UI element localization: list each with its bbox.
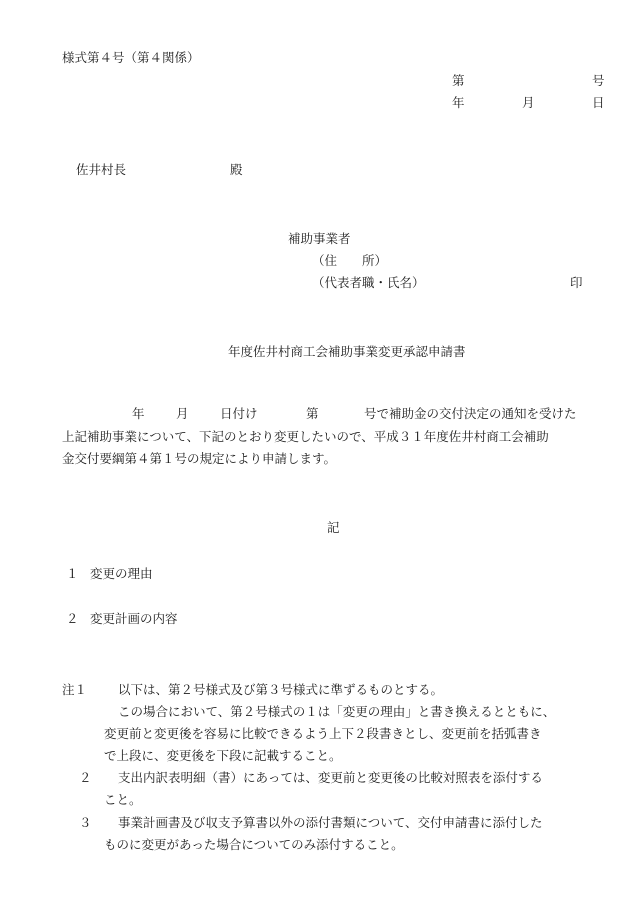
seal-mark: 印 [570, 275, 583, 290]
note3-line: 事業計画書及び収支予算書以外の添付書類について、交付申請書に添付した [118, 815, 543, 830]
body-year: 年 [132, 406, 145, 421]
body-month: 月 [176, 406, 189, 421]
body-line2: 上記補助事業について、下記のとおり変更したいので、平成３１年度佐井村商工会補助 [62, 429, 549, 444]
doc-number-suffix: 号 [592, 73, 605, 88]
item-number: ２ [66, 611, 79, 626]
body-line3: 金交付要綱第４第１号の規定により申請します。 [62, 451, 337, 466]
doc-number-prefix: 第 [452, 73, 465, 88]
item-number: １ [66, 566, 79, 581]
note1-label: 注１ [62, 682, 88, 697]
ki-heading: 記 [327, 520, 340, 535]
doc-date-month: 月 [522, 95, 535, 110]
note3-label: ３ [79, 815, 92, 830]
item-label: 変更計画の内容 [90, 611, 178, 626]
note1-text: 以下は、第２号様式及び第３号様式に準ずるものとする。 [118, 682, 444, 697]
body-day: 日付け [220, 406, 258, 421]
body-number-prefix: 第 [306, 406, 319, 421]
doc-date-day: 日 [592, 95, 605, 110]
note3-line: ものに変更があった場合についてのみ添付すること。 [104, 837, 404, 852]
note2-label: ２ [79, 770, 92, 785]
applicant-representative: （代表者職・氏名） [312, 275, 425, 290]
note1-sub-line: この場合において、第２号様式の１は「変更の理由」と書き換えるとともに、 [118, 704, 556, 719]
doc-date-year: 年 [452, 95, 465, 110]
addressee-honorific: 殿 [230, 162, 243, 177]
applicant-address: （住 所） [312, 253, 388, 268]
note1-sub-line: 変更前と変更後を容易に比較できるよう上下２段書きとし、変更前を括弧書き [104, 726, 542, 741]
item-label: 変更の理由 [90, 566, 153, 581]
document-title: 年度佐井村商工会補助事業変更承認申請書 [228, 344, 466, 359]
note1-sub-line: で上段に、変更後を下段に記載すること。 [104, 748, 342, 763]
addressee-name: 佐井村長 [76, 162, 127, 177]
note2-line: こと。 [104, 792, 142, 807]
form-label: 様式第４号（第４関係） [62, 50, 200, 65]
note2-line: 支出内訳表明細（書）にあっては、変更前と変更後の比較対照表を添付する [118, 770, 543, 785]
applicant-title: 補助事業者 [288, 231, 351, 246]
body-line1-rest: 号で補助金の交付決定の通知を受けた [364, 406, 577, 421]
